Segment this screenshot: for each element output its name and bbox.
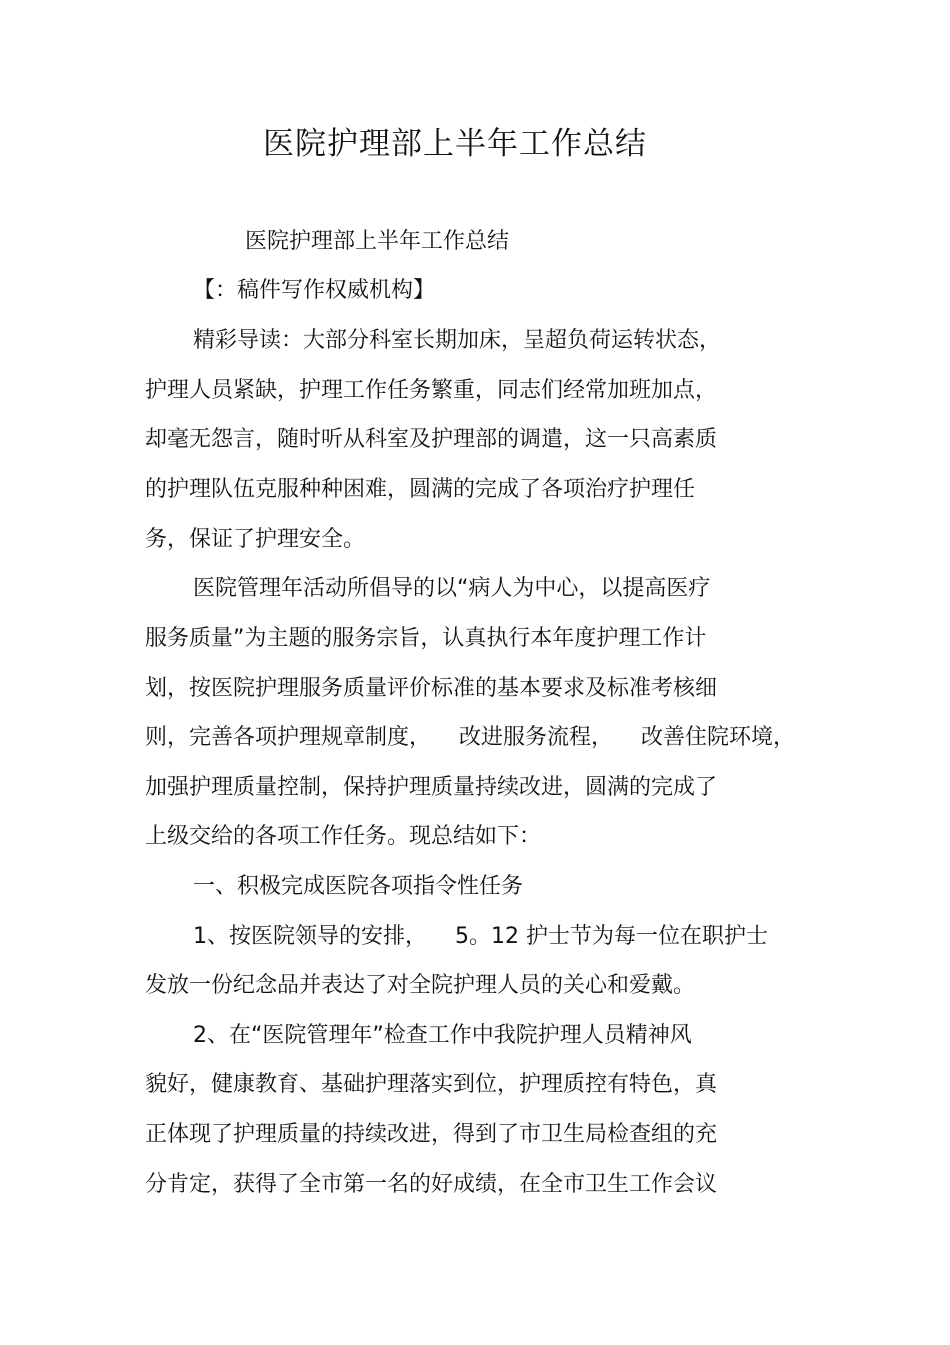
- section-heading: 一、积极完成医院各项指令性任务: [193, 874, 524, 899]
- paragraph-line: 务，保证了护理安全。: [145, 527, 366, 552]
- line-segment: 5。12 护士节为每一位在职护士: [455, 924, 768, 949]
- paragraph-line: 分肯定，获得了全市第一名的好成绩，在全市卫生工作会议: [145, 1172, 718, 1197]
- paragraph-line: 服务质量”为主题的服务宗旨，认真执行本年度护理工作计: [145, 626, 707, 651]
- paragraph-line: 加强护理质量控制，保持护理质量持续改进，圆满的完成了: [145, 775, 718, 800]
- paragraph-line: 精彩导读：大部分科室长期加床，呈超负荷运转状态，: [193, 328, 722, 353]
- paragraph-line: 上级交给的各项工作任务。现总结如下：: [145, 824, 542, 849]
- paragraph-line-segmented: [193, 922, 768, 952]
- line-segment: 1、按医院领导的安排，: [193, 924, 427, 949]
- paragraph-line: 划，按医院护理服务质量评价标准的基本要求及标准考核细: [145, 676, 718, 701]
- paragraph-line: 护理人员紧缺，护理工作任务繁重，同志们经常加班加点，: [145, 378, 718, 403]
- paragraph-line: 医院管理年活动所倡导的以“病人为中心，以提高医疗: [193, 576, 711, 601]
- paragraph-line: 发放一份纪念品并表达了对全院护理人员的关心和爱戴。: [145, 973, 696, 998]
- paragraph-line: 貌好，健康教育、基础护理落实到位，护理质控有特色，真: [145, 1072, 718, 1097]
- line-segment: 则，完善各项护理规章制度，: [145, 725, 432, 750]
- document-title: 医院护理部上半年工作总结: [263, 126, 647, 162]
- source-line: 【：稿件写作权威机构】: [193, 278, 436, 303]
- paragraph-line: 正体现了护理质量的持续改进，得到了市卫生局检查组的充: [145, 1122, 718, 1147]
- paragraph-line: 却毫无怨言，随时听从科室及护理部的调遣，这一只高素质: [145, 427, 718, 452]
- paragraph-line: 2、在“医院管理年”检查工作中我院护理人员精神风: [193, 1023, 692, 1048]
- subtitle-line: 医院护理部上半年工作总结: [245, 229, 510, 254]
- paragraph-line-segmented: [145, 723, 795, 753]
- paragraph-line: 的护理队伍克服种种困难，圆满的完成了各项治疗护理任: [145, 477, 696, 502]
- line-segment: 改善住院环境，: [641, 725, 796, 750]
- line-segment: 改进服务流程，: [459, 725, 614, 750]
